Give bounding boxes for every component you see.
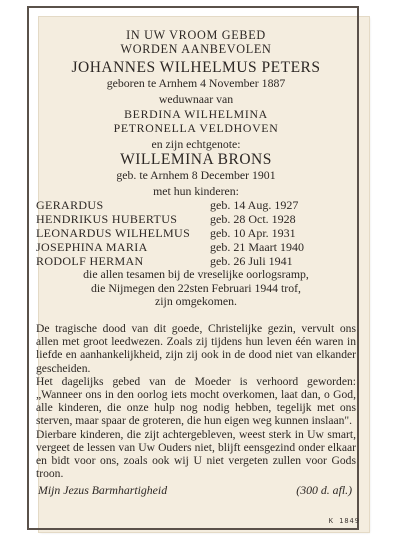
print-code: K 1849 — [328, 517, 360, 525]
child-name: GERARDUS — [36, 198, 104, 213]
header-line-2: WORDEN AANBEVOLEN — [120, 42, 272, 56]
child-birth: geb. 28 Oct. 1928 — [210, 212, 296, 227]
spouse-birth: geb. te Arnhem 8 December 1901 — [116, 168, 276, 183]
event-line-1: die allen tesamen bij de vreselijke oorlogsramp, — [83, 267, 309, 282]
child-name: JOSEPHINA MARIA — [36, 240, 148, 255]
paragraph-condolence: De tragische dood van dit goede, Christelijke gezin, vervult ons allen met groot leedwezen. Zoals zij tijdens hun leven één waren in liefde en aanhankelijkheid, zijn zij ook in de dood niet van elkander gescheiden. — [36, 322, 356, 375]
footer-prayer: Mijn Jezus Barmhartigheid — [38, 483, 168, 498]
first-wife-line-1: BERDINA WILHELMINA — [124, 107, 268, 122]
child-name: RODOLF HERMAN — [36, 254, 144, 269]
footer-indulgence: (300 d. afl.) — [296, 483, 352, 498]
child-name: HENDRIKUS HUBERTUS — [36, 212, 178, 227]
event-line-2: die Nijmegen den 22sten Februari 1944 trof, — [91, 280, 301, 295]
child-row — [36, 226, 356, 240]
spouse-label: en zijn echtgenote: — [151, 136, 241, 151]
child-birth: geb. 21 Maart 1940 — [210, 240, 304, 255]
event-line-3: zijn omgekomen. — [155, 293, 237, 308]
widower-label: weduwnaar van — [158, 92, 234, 107]
child-row — [36, 198, 356, 212]
body-text — [36, 322, 356, 480]
card-content — [36, 28, 356, 497]
deceased-birth: geboren te Arnhem 4 November 1887 — [106, 76, 286, 90]
spouse-name: WILLEMINA BRONS — [120, 151, 272, 169]
paragraph-prayer: Het dagelijks gebed van de Moeder is verhoord geworden: „Wanneer ons in den oorlog iets mocht overkomen, laat dan, o God, alle kinderen, die onze hulp nog nodig hebben, tegelijk met ons sterven, maar spaar de groteren, die hun eigen weg kunnen inslaan". — [36, 374, 356, 428]
paragraph-children: Dierbare kinderen, die zijt achtergebleven, weest sterk in Uw smart, vergeet de lessen van Uw Ouders niet, blijft eensgezind onder elkaar en bidt voor ons, zoals ook wij U niet vergeten zullen voor Gods troon. — [36, 427, 356, 481]
child-name: LEONARDUS WILHELMUS — [36, 226, 191, 241]
child-birth: geb. 14 Aug. 1927 — [210, 198, 299, 213]
child-row — [36, 212, 356, 226]
child-birth: geb. 26 Juli 1941 — [210, 254, 293, 269]
children-list — [36, 198, 356, 268]
footer — [36, 484, 356, 497]
deceased-name: JOHANNES WILHELMUS PETERS — [71, 59, 321, 76]
header-line-1: IN UW VROOM GEBED — [126, 28, 266, 42]
child-row — [36, 254, 356, 268]
child-birth: geb. 10 Apr. 1931 — [210, 226, 296, 241]
first-wife-line-2: PETRONELLA VELDHOVEN — [113, 120, 279, 135]
child-row — [36, 240, 356, 254]
children-label: met hun kinderen: — [153, 184, 239, 199]
